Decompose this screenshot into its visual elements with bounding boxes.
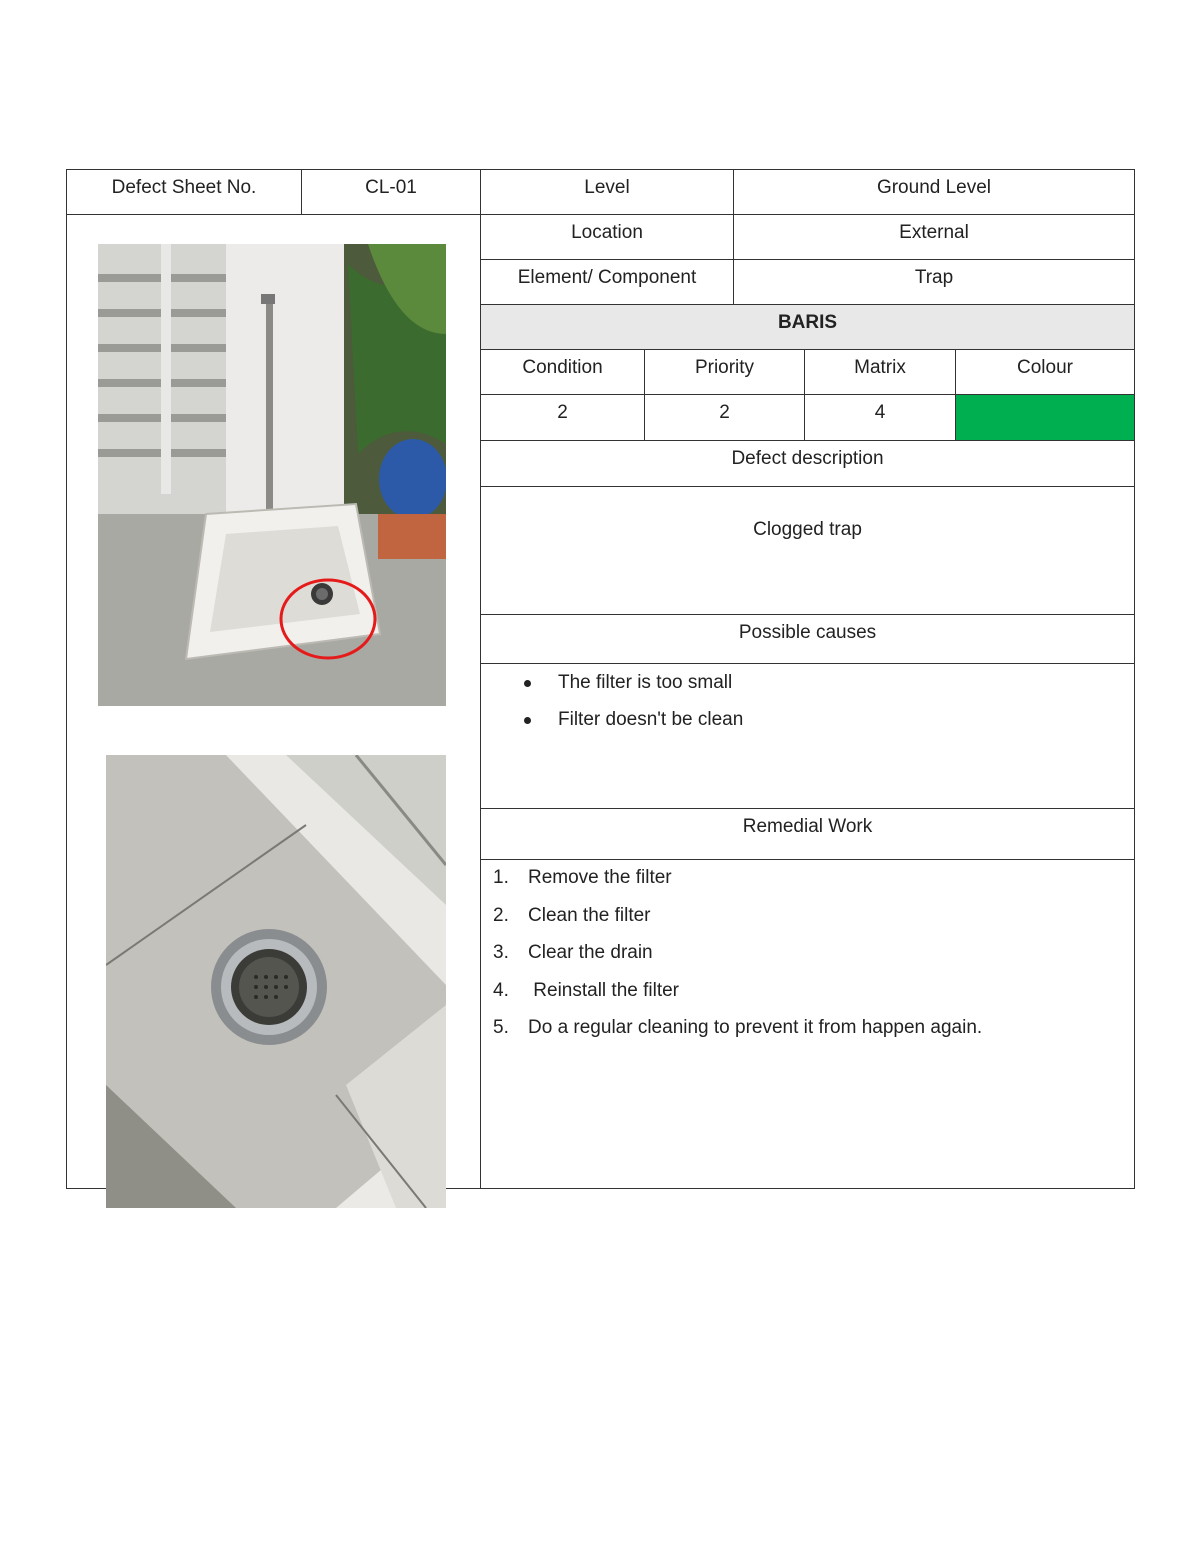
defect-text: Clogged trap	[753, 519, 862, 540]
trap-overview-image	[98, 244, 446, 706]
location-value: External	[733, 214, 1135, 260]
baris-title: BARIS	[480, 304, 1135, 350]
matrix-header: Matrix	[804, 349, 956, 395]
step-number: 2.	[493, 904, 509, 926]
defect-description-text	[480, 486, 1135, 615]
step-text: Do a regular cleaning to prevent it from happen again.	[528, 1017, 983, 1038]
remedial-step	[481, 938, 1134, 976]
possible-causes-label: Possible causes	[480, 614, 1135, 664]
drain-closeup-image	[106, 755, 446, 1208]
bullet-icon	[524, 717, 531, 724]
condition-header: Condition	[480, 349, 645, 395]
remedial-work-list	[480, 859, 1135, 1189]
cause-item	[481, 705, 1134, 742]
step-number: 5.	[493, 1017, 509, 1038]
step-number: 1.	[493, 867, 509, 888]
colour-swatch	[955, 394, 1135, 441]
remedial-work-label: Remedial Work	[480, 808, 1135, 860]
step-text: Clear the drain	[528, 942, 653, 963]
trap-overview-photo	[98, 244, 446, 706]
step-text: Clean the filter	[528, 904, 651, 926]
remedial-step	[481, 1013, 1134, 1051]
step-number: 3.	[493, 942, 509, 963]
colour-header: Colour	[955, 349, 1135, 395]
drain-closeup-photo	[106, 755, 446, 1208]
level-value: Ground Level	[733, 169, 1135, 215]
defect-sheet-value: CL-01	[301, 169, 481, 215]
remedial-step	[481, 863, 1134, 901]
step-text: Remove the filter	[528, 867, 672, 888]
cause-text: The filter is too small	[558, 672, 733, 693]
remedial-step	[481, 976, 1134, 1014]
priority-value: 2	[644, 394, 805, 441]
cause-item	[481, 668, 1134, 705]
matrix-value: 4	[804, 394, 956, 441]
element-label: Element/ Component	[480, 259, 734, 305]
defect-sheet	[66, 169, 1135, 1189]
cause-text: Filter doesn't be clean	[558, 709, 744, 730]
location-label: Location	[480, 214, 734, 260]
condition-value: 2	[480, 394, 645, 441]
bullet-icon	[524, 680, 531, 687]
level-label: Level	[480, 169, 734, 215]
priority-header: Priority	[644, 349, 805, 395]
possible-causes-list	[480, 663, 1135, 809]
defect-sheet-label: Defect Sheet No.	[66, 169, 302, 215]
element-value: Trap	[733, 259, 1135, 305]
defect-description-label: Defect description	[480, 440, 1135, 487]
remedial-step	[481, 901, 1134, 939]
step-text: Reinstall the filter	[528, 979, 680, 1001]
step-number: 4.	[493, 979, 509, 1001]
